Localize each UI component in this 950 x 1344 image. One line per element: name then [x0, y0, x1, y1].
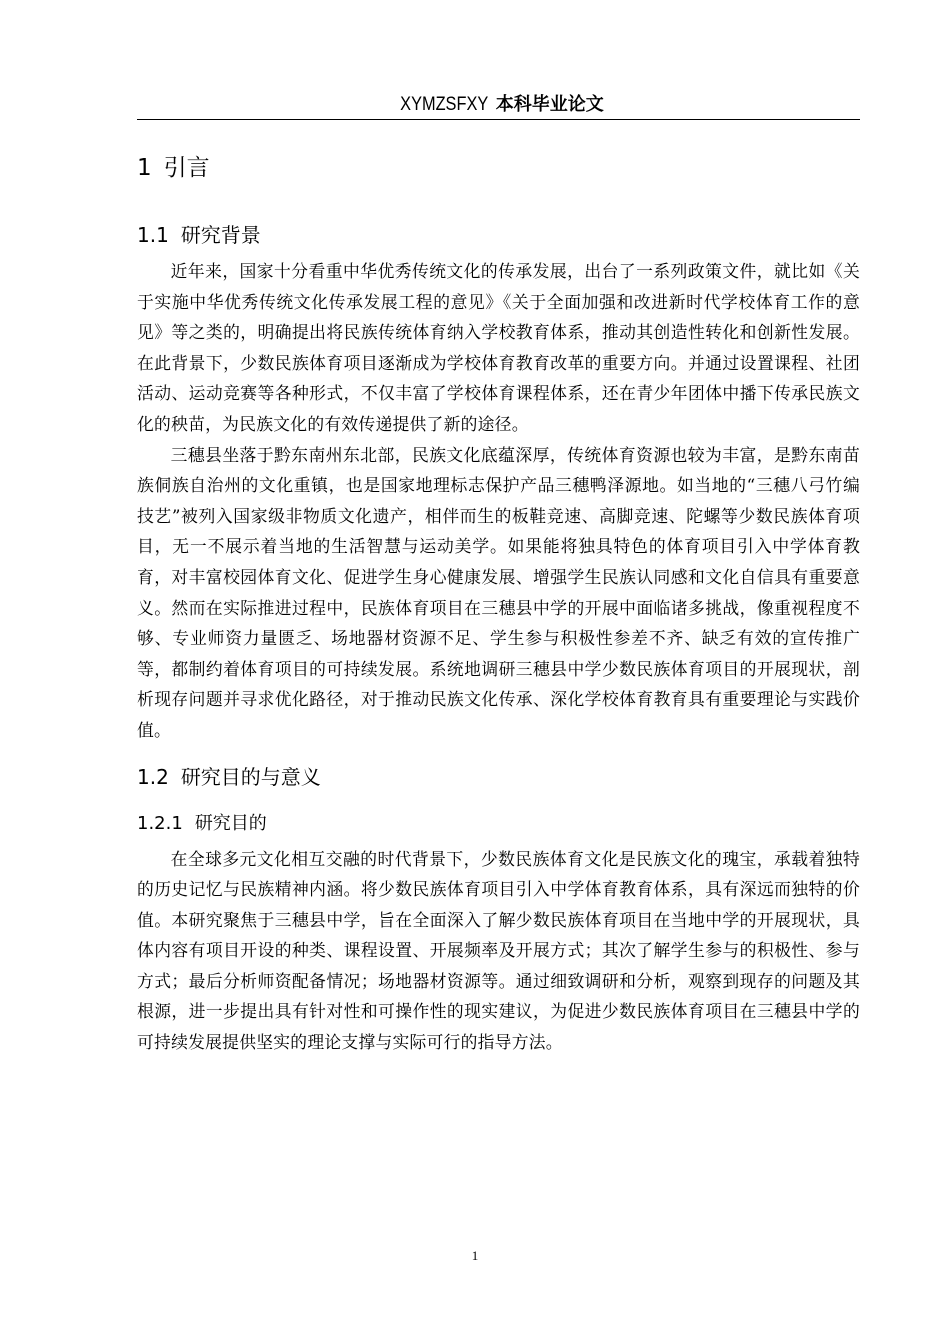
section-spacer [137, 798, 860, 808]
section-number: 1.2 [137, 764, 169, 789]
chapter-number: 1 [137, 155, 152, 181]
header-code: XYMZSFXY [400, 94, 489, 115]
header-title: 本科毕业论文 [495, 94, 604, 115]
page-number: 1 [471, 1248, 479, 1263]
section-title: 研究目的与意义 [180, 764, 321, 789]
paragraph: 在全球多元文化相互交融的时代背景下，少数民族体育文化是民族文化的瑰宝，承载着独特的历史记忆与民族精神内涵。将少数民族体育项目引入中学体育教育体系，具有深远而独特的价值。本研究聚焦于三穗县中学，旨在全面深入了解少数民族体育项目在当地中学的开展现状，具体内容有项目开设的种类、课程设置、开展频率及开展方式；其次了解学生参与的积极性、参与方式；最后分析师资配备情况；场地器材资源等。通过细致调研和分析，观察到现存的问题及其根源，进一步提出具有针对性和可操作性的现实建议，为促进少数民族体育项目在三穗县中学的可持续发展提供坚实的理论支撑与实际可行的指导方法。 [137, 848, 860, 1053]
subsection-title: 研究目的 [194, 812, 267, 834]
paragraph: 近年来，国家十分看重中华优秀传统文化的传承发展，出台了一系列政策文件，就比如《关于实施中华优秀传统文化传承发展工程的意见》《关于全面加强和改进新时代学校体育工作的意见》等之类的，明确提出将民族传统体育纳入学校教育体系，推动其创造性转化和创新性发展。在此背景下，少数民族体育项目逐渐成为学校体育教育改革的重要方向。并通过设置课程、社团活动、运动竞赛等各种形式，不仅丰富了学校体育课程体系，还在青少年团体中播下传承民族文化的秧苗，为民族文化的有效传递提供了新的途径。 [137, 261, 860, 434]
section-title: 研究背景 [180, 223, 261, 247]
running-header [137, 88, 860, 120]
section-number: 1.1 [137, 223, 169, 247]
page-content [137, 150, 860, 1058]
chapter-title: 引言 [163, 155, 210, 181]
section-heading-1-1 [137, 218, 860, 252]
paragraph: 三穗县坐落于黔东南州东北部，民族文化底蕴深厚，传统体育资源也较为丰富，是黔东南苗族侗族自治州的文化重镇，也是国家地理标志保护产品三穗鸭泽源地。如当地的“三穗八弓竹编技艺”被列入国家级非物质文化遗产，相伴而生的板鞋竞速、高脚竞速、陀螺等少数民族体育项目，无一不展示着当地的生活智慧与运动美学。如果能将独具特色的体育项目引入中学体育教育，对丰富校园体育文化、促进学生身心健康发展、增强学生民族认同感和文化自信具有重要意义。然而在实际推进过程中，民族体育项目在三穗县中学的开展中面临诸多挑战，像重视程度不够、专业师资力量匮乏、场地器材资源不足、学生参与积极性参差不齐、缺乏有效的宣传推广等，都制约着体育项目的可持续发展。系统地调研三穗县中学少数民族体育项目的开展现状，剖析现存问题并寻求优化路径，对于推动民族文化传承、深化学校体育教育具有重要理论与实践价值。 [137, 444, 860, 740]
section-heading-1-2 [137, 760, 860, 794]
section-spacer [137, 746, 860, 760]
subsection-number: 1.2.1 [137, 812, 183, 834]
chapter-heading [137, 150, 860, 186]
subsection-heading-1-2-1 [137, 808, 860, 840]
